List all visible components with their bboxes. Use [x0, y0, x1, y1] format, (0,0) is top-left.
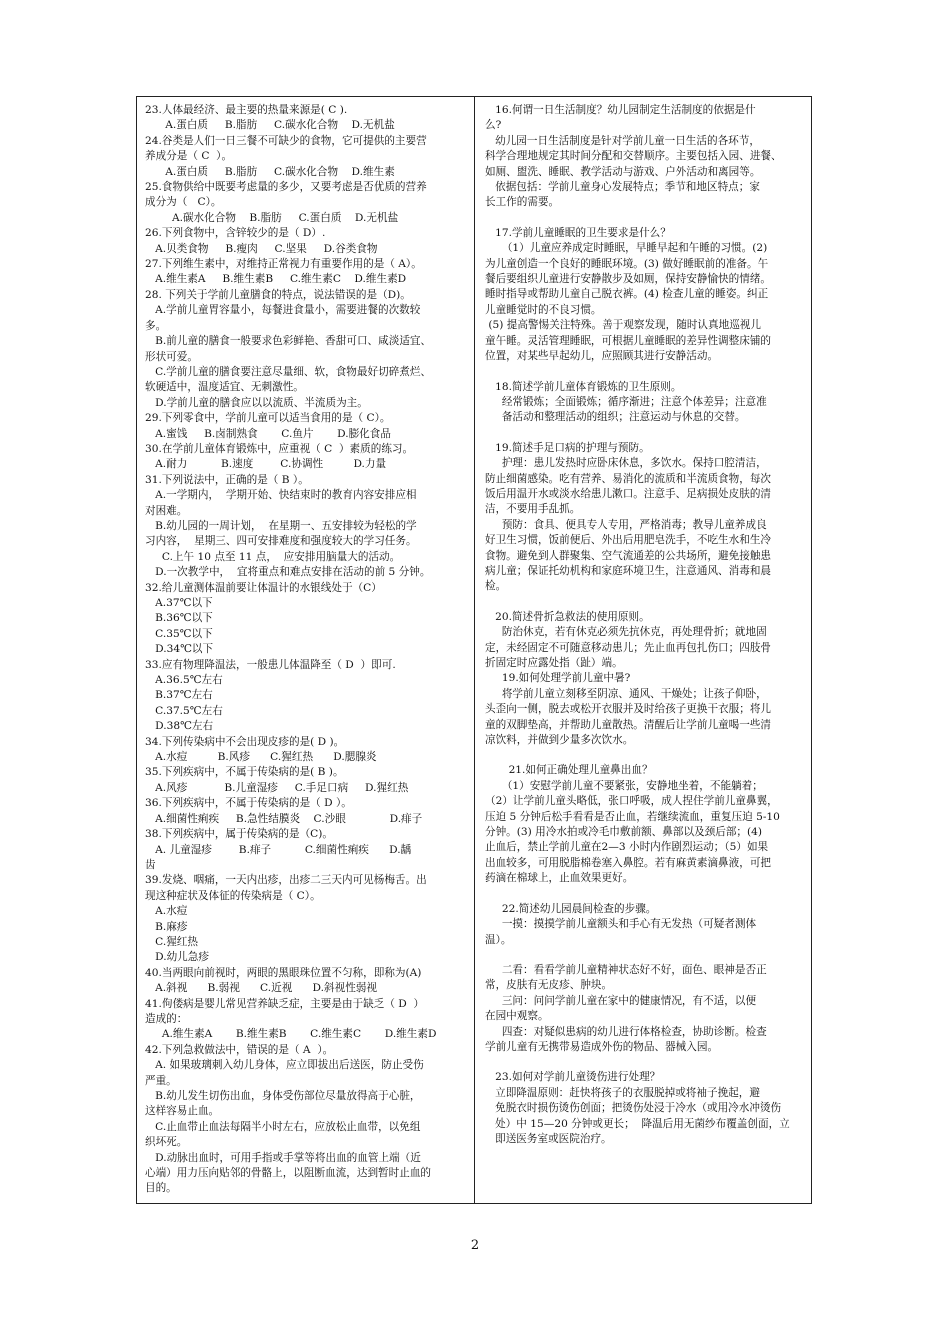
left-text-line: 39.发烧、咽痛，一天内出疹，出疹二三天内可见杨梅舌。出 [145, 874, 427, 887]
left-text-line: 28. 下列关于学前儿童膳食的特点，说法错误的是（D)。 [145, 288, 411, 301]
left-text-line: 现这种症状及体征的传染病是（ C）。 [145, 889, 321, 902]
right-text-line [485, 365, 803, 380]
left-text-line: 习内容， 星期三、四可安排难度和强度较大的学习任务。 [145, 535, 417, 548]
right-text-line: 食物。避免到人群聚集、空气流通差的公共场所，避免接触患 [485, 549, 772, 562]
right-text-line: 定，未经固定不可随意移动患儿；先止血再包扎伤口；四肢骨 [485, 641, 772, 654]
left-text-line: 25.食物供给中既要考虑量的多少，又要考虑是否优质的营养 [145, 181, 427, 194]
left-text-line: A.水痘 B.风疹 C.猩红热 D.腮腺炎 [145, 751, 377, 764]
right-column [475, 97, 811, 1203]
right-text-line [485, 1055, 803, 1070]
right-text-line: 19.简述手足口病的护理与预防。 [485, 441, 650, 454]
right-text-line: 四查：对疑似患病的幼儿进行体格检查，协助诊断。检查 [485, 1025, 767, 1038]
left-text-line: C.37.5℃左右 [145, 704, 223, 717]
left-text-line: A.风疹 B.儿童湿疹 C.手足口病 D.猩红热 [145, 781, 409, 794]
left-text-line: 成分为（ C）。 [145, 196, 222, 209]
page-number: 2 [470, 1238, 480, 1253]
right-text-line: 19.如何处理学前儿童中暑? [485, 672, 631, 685]
right-text-line: 幼儿园一日生活制度是针对学前儿童一日生活的各环节， [485, 134, 760, 147]
right-text-line: 位置，对某些早起幼儿，应照顾其进行安静活动。 [485, 350, 719, 363]
left-text-line: A.蛋白质 B.脂肪 C.碳水化合物 D.无机盐 [145, 119, 395, 132]
right-text-line: 饭后用温开水或淡水给患儿漱口。注意手、足病损处皮肤的清 [485, 487, 772, 500]
right-text-line: 么? [485, 119, 502, 132]
left-text-line: A.斜视 B.弱视 C.近视 D.斜视性弱视 [145, 982, 377, 995]
left-text-line: 36.下列疾病中，不属于传染病的是（ D ）。 [145, 797, 352, 810]
left-text-line: B.前儿童的膳食一般要求色彩鲜艳、香甜可口、咸淡适宜、 [145, 335, 432, 348]
left-text-line: 造成的： [145, 1012, 188, 1025]
right-text-line: 好卫生习惯，饭前便后、外出后用肥皂洗手，不吃生水和生冷 [485, 534, 772, 547]
right-text-line: 为儿童创造一个良好的睡眠环境。(3) 做好睡眠前的准备。午 [485, 257, 769, 270]
left-text-line: 26.下列食物中，含锌较少的是（ D）. [145, 227, 326, 240]
left-text-line: 养成分是（ C ）。 [145, 150, 233, 163]
right-text-line: 止血后，禁止学前儿童在2—3 小时内作剧烈运动；（5）如果 [485, 841, 769, 854]
left-text-line: 织坏死。 [145, 1136, 188, 1149]
left-text-line: 齿 [145, 858, 156, 871]
right-text-line: 检。 [485, 580, 507, 593]
left-text-line: 软硬适中，温度适宜、无刺激性。 [145, 381, 304, 394]
right-text-line [485, 887, 803, 902]
left-text-line: 严重。 [145, 1074, 177, 1087]
left-text-line: B.幼儿发生切伤出血，身体受伤部位尽量放得高于心脏， [145, 1090, 421, 1102]
right-text-line: 23.如何对学前儿童烫伤进行处理？ [485, 1071, 661, 1084]
left-text-line: C.猩红热 [145, 935, 198, 948]
right-text-line: 备活动和整理活动的组织；注意运动与休息的交替。 [485, 411, 746, 424]
left-text-line: 29.下列零食中，学前儿童可以适当食用的是（ C）。 [145, 412, 391, 425]
right-text-line: 长工作的需要。 [485, 196, 560, 209]
left-text-line: 33.应有物理降温法，一般患儿体温降至（ D ）即可. [145, 658, 396, 671]
left-column [137, 97, 475, 1203]
right-text-line: 22.简述幼儿园晨间检查的步骤。 [485, 902, 657, 915]
left-text-line: B.37℃左右 [145, 689, 213, 702]
right-text-line: 16.何谓一日生活制度？幼儿园制定生活制度的依据是什 [485, 104, 756, 116]
right-text-line: 餐后要组织儿童进行安静散步及如厕，保持安静愉快的情绪。 [485, 273, 772, 286]
left-text-line: 目的。 [145, 1182, 177, 1195]
two-column-frame [136, 96, 812, 1204]
left-text-line: 这样容易止血。 [145, 1105, 220, 1118]
left-text-line: 35.下列疾病中，不属于传染病的是( B )。 [145, 766, 344, 779]
left-text-line: 对困难。 [145, 504, 188, 517]
right-text-line [485, 748, 803, 763]
left-text-line: A.37℃以下 [145, 597, 213, 609]
left-text-line: B.麻疹 [145, 920, 188, 933]
right-text-line: 防止细菌感染。吃有营养、易消化的流质和半流质食物，每次 [485, 472, 772, 485]
right-text-line: 三问：问问学前儿童在家中的健康情况，有不适，以便 [485, 994, 757, 1007]
left-text-line: A.贝类食物 B.瘦肉 C.坚果 D.谷类食物 [145, 242, 378, 255]
left-text-line: B.幼儿园的一周计划， 在星期一、五安排较为轻松的学 [145, 519, 417, 532]
right-text-line: 二看：看看学前儿童精神状态好不好，面色、眼神是否正 [485, 963, 767, 976]
right-text-line: 分钟。(3) 用冷水拍或冷毛巾敷前额、鼻部以及颈后部；(4) [485, 826, 763, 839]
left-text-line: D.34℃以下 [145, 643, 214, 656]
right-text-line [485, 211, 803, 226]
right-text-line: 预防：食具、便具专人专用，严格消毒；教导儿童养成良 [485, 518, 767, 531]
left-text-line: A.一学期内， 学期开始、快结束时的教育内容安排应相 [145, 489, 417, 502]
left-text-line: 形状可爱。 [145, 350, 198, 363]
right-text-line: 处）中 15—20 分钟或更长； 降温后用无菌纱布覆盖创面，立 [485, 1117, 790, 1130]
left-text-line: 32.给儿童测体温前要让体温计的水银线处于（C） [145, 581, 382, 594]
right-text-line: 压迫 5 分钟后松手看看是否止血，若继续流血，重复压迫 5-10 [485, 810, 780, 823]
right-text-line [485, 426, 803, 441]
left-text-line: A. 儿童湿疹 B.痱子 C.细菌性痢疾 D.龋 [145, 843, 412, 856]
right-text-line: （1）儿童应养成定时睡眠，早睡早起和午睡的习惯。(2) [485, 242, 768, 255]
left-text-line: A.维生素A B.维生素B C.维生素C D.维生素D [145, 273, 407, 286]
right-text-line: 护理：患儿发热时应卧床休息，多饮水。保持口腔清洁， [485, 457, 767, 470]
right-text-line: 18.简述学前儿童体育锻炼的卫生原则。 [485, 380, 682, 393]
left-text-line: A.学前儿童胃容量小，每餐进食量小，需要进餐的次数较 [145, 304, 421, 317]
right-text-line: 经常锻炼；全面锻炼；循序渐进；注意个体差异；注意准 [485, 395, 767, 408]
right-text-line: 药滴在棉球上，止血效果更好。 [485, 872, 634, 885]
left-text-line: 24.谷类是人们一日三餐不可缺少的食物，它可提供的主要营 [145, 134, 427, 147]
right-text-line: 如厕、盥洗、睡眠、教学活动与游戏、户外活动和离园等。 [485, 165, 761, 178]
left-text-line: D.学前儿童的膳食应以以流质、半流质为主。 [145, 396, 368, 409]
right-text-line: 凉饮料，并做到少量多次饮水。 [485, 734, 634, 747]
left-text-line: A.细菌性痢疾 B.急性结膜炎 C.沙眼 D.痱子 [145, 812, 423, 825]
left-text-line: A.蛋白质 B.脂肪 C.碳水化合物 D.维生素 [145, 165, 395, 178]
right-text-line: 免脱衣时损伤烫伤创面；把烫伤处浸于冷水（或用冷水冲烫伤 [485, 1102, 782, 1115]
right-text-line: 温）。 [485, 933, 512, 946]
right-text-line: 童的双脚垫高，并帮助儿童散热。清醒后让学前儿童喝一些清 [485, 718, 772, 731]
left-text-line: 心端）用力压向贴邻的骨骼上，以阻断血流，达到暂时止血的 [145, 1167, 432, 1180]
right-text-line [485, 595, 803, 610]
right-text-line: (5) 提高警惕关注特殊。善于观察发现，随时认真地巡视儿 [485, 319, 761, 332]
right-text-line: 折固定时应露处指（趾）端。 [485, 657, 623, 669]
right-text-line: 20.简述骨折急救法的使用原则。 [485, 610, 650, 623]
left-text-line: D.动脉出血时，可用手指或手掌等将出血的血管上端（近 [145, 1151, 421, 1164]
right-text-line: 一摸：摸摸学前儿童额头和手心有无发热（可疑者测体 [485, 918, 757, 931]
left-text-line: 42.下列急救做法中，错误的是（ A ）。 [145, 1043, 334, 1056]
left-text-line: A.耐力 B.速度 C.协调性 D.力量 [145, 458, 387, 471]
left-text-line: 27.下列维生素中，对维持正常视力有重要作用的是（ A）。 [145, 258, 422, 271]
left-text-line: A.蜜饯 B.卤制熟食 C.鱼片 D.膨化食品 [145, 427, 391, 440]
right-text-line: 即送医务室或医院治疗。 [485, 1132, 612, 1145]
right-text-line: （1）安慰学前儿童不要紧张，安静地坐着，不能躺着； [485, 779, 763, 792]
left-text-line: 23.人体最经济、最主要的热量来源是( C ). [145, 104, 348, 116]
left-text-line: 41.佝偻病是婴儿常见营养缺乏症，主要是由于缺乏（ D ） [145, 997, 425, 1010]
left-text-line: C.学前儿童的膳食要注意尽量细、软，食物最好切碎煮烂、 [145, 365, 432, 378]
left-text-line: C.止血带止血法每隔半小时左右，应放松止血带，以免组 [145, 1120, 421, 1133]
left-text-line: A.维生素A B.维生素B C.维生素C D.维生素D [145, 1028, 437, 1041]
right-text-line [485, 948, 803, 963]
right-text-line: 在园中观察。 [485, 1010, 549, 1023]
left-text-line: A.36.5℃左右 [145, 674, 223, 687]
right-text-line: 21.如何正确处理儿童鼻出血？ [485, 764, 653, 777]
left-text-line: C.35℃以下 [145, 627, 213, 640]
right-text-line: （2）让学前儿童头略低，张口呼吸，成人捏住学前儿童鼻翼， [485, 795, 778, 808]
right-text-line: 童午睡。灵活管理睡眠，可根据儿童睡眠的差异性调整床铺的 [485, 334, 772, 347]
left-text-line: 34.下列传染病中不会出现皮疹的是( D )。 [145, 735, 345, 748]
left-text-line: A. 如果玻璃刺入幼儿身体，应立即拔出后送医，防止受伤 [145, 1059, 424, 1072]
right-text-line: 洁，不要用手乱抓。 [485, 503, 581, 516]
left-text-line: A.碳水化合物 B.脂肪 C.蛋白质 D.无机盐 [145, 211, 399, 224]
left-text-line: 30.在学前儿童体育锻炼中，应重视（ C ）素质的练习。 [145, 442, 414, 455]
left-text-line: B.36℃以下 [145, 612, 213, 625]
left-text-line: 多。 [145, 319, 167, 332]
left-text-line: D.38℃左右 [145, 720, 214, 733]
left-text-line: A.水痘 [145, 905, 188, 918]
right-text-line: 科学合理地规定其时间分配和交替顺序。主要包括入园、进餐、 [485, 150, 782, 163]
right-text-line: 将学前儿童立刻移至阴凉、通风、干燥处；让孩子仰卧， [485, 687, 767, 700]
right-text-line: 睡时指导或帮助儿童自己脱衣裤。(4) 检查儿童的睡姿。纠正 [485, 288, 769, 301]
right-text-line: 学前儿童有无携带易造成外伤的物品、器械入园。 [485, 1040, 719, 1053]
left-text-line: 31.下列说法中，正确的是（ B ）。 [145, 473, 309, 486]
right-text-line: 依据包括：学前儿童身心发展特点；季节和地区特点；家 [485, 181, 760, 194]
left-text-line: 40.当两眼向前视时，两眼的黑眼珠位置不匀称，即称为(A) [145, 966, 422, 979]
left-text-line: D.一次教学中， 宜将重点和难点安排在活动的前 5 分钟。 [145, 566, 431, 579]
right-text-line: 儿童睡觉时的不良习惯。 [485, 303, 602, 316]
right-text-line: 出血较多，可用脱脂棉卷塞入鼻腔。若有麻黄素滴鼻液，可把 [485, 856, 772, 869]
right-text-line: 17.学前儿童睡眠的卫生要求是什么？ [485, 226, 671, 239]
right-text-line: 病儿童；保证托幼机构和家庭环境卫生，注意通风、消毒和晨 [485, 564, 772, 577]
left-text-line: 38.下列疾病中，属于传染病的是（C)。 [145, 828, 333, 841]
right-text-line: 防治休克，若有休克必须先抗休克，再处理骨折；就地固 [485, 626, 767, 639]
right-text-line: 立即降温原则：赶快将孩子的衣服脱掉或将袖子挽起，避 [485, 1086, 760, 1099]
left-text-line: D.幼儿急疹 [145, 951, 209, 964]
left-text-line: C.上午 10 点至 11 点， 应安排用脑量大的活动。 [145, 550, 401, 563]
right-text-line: 常，皮肤有无皮疹、肿块。 [485, 979, 613, 992]
right-text-line: 头歪向一侧，脱去或松开衣服并及时给孩子更换干衣服；将儿 [485, 703, 772, 716]
